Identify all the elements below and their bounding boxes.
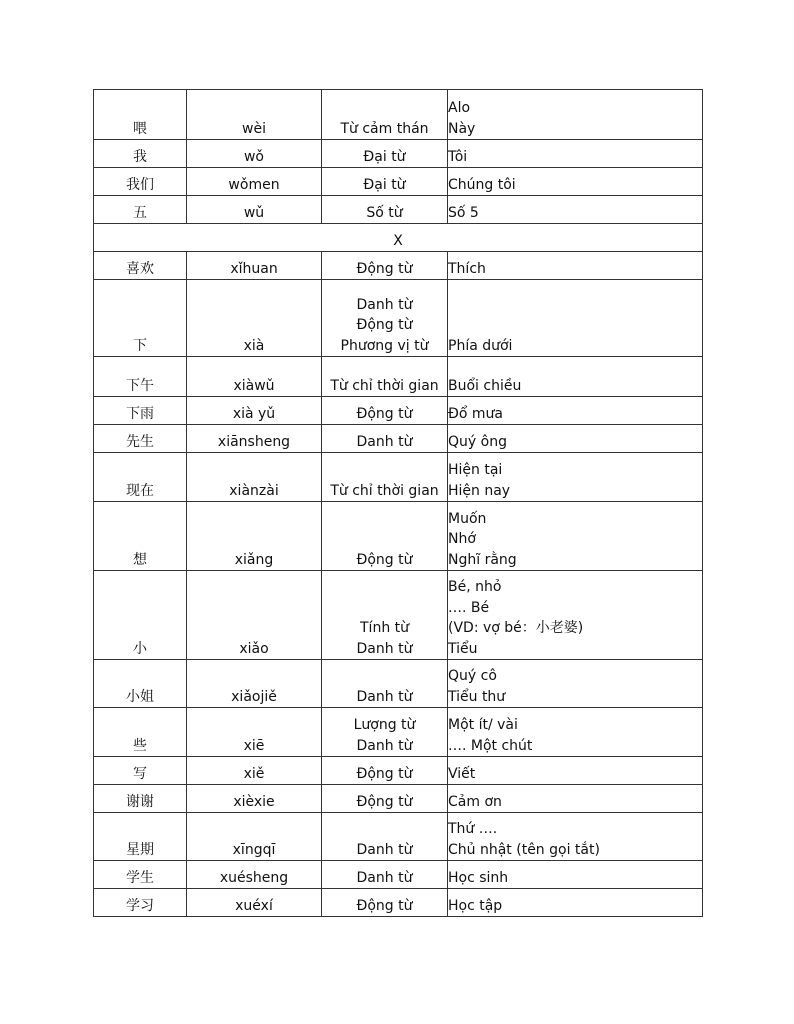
hanzi-cell-line: 下午 [126, 377, 154, 394]
part-of-speech-cell-line: Phương vị từ [340, 337, 429, 354]
pinyin-cell [187, 502, 322, 571]
hanzi-cell [94, 889, 187, 917]
table-row [94, 168, 703, 196]
part-of-speech-cell-line: Từ cảm thán [340, 120, 429, 137]
meaning-cell [448, 196, 703, 224]
hanzi-cell [94, 425, 187, 453]
pinyin-cell [187, 571, 322, 660]
part-of-speech-cell [322, 252, 448, 280]
meaning-cell [448, 757, 703, 785]
part-of-speech-cell-line: Danh từ [356, 841, 413, 858]
pinyin-cell [187, 425, 322, 453]
part-of-speech-cell-line: Đại từ [363, 148, 406, 165]
pinyin-cell-line: xiànzài [229, 482, 279, 499]
pinyin-cell-line: wǔ [243, 204, 265, 221]
table-row [94, 813, 703, 861]
hanzi-cell-line: 下 [133, 337, 147, 354]
pinyin-cell [187, 90, 322, 140]
hanzi-cell [94, 357, 187, 397]
pinyin-cell [187, 252, 322, 280]
part-of-speech-cell [322, 708, 448, 757]
meaning-cell-line: Này [448, 120, 476, 137]
pinyin-cell [187, 357, 322, 397]
pinyin-cell [187, 660, 322, 708]
hanzi-cell [94, 397, 187, 425]
hanzi-cell [94, 571, 187, 660]
pinyin-cell [187, 280, 322, 357]
table-row [94, 757, 703, 785]
meaning-cell-line: Thứ …. [448, 821, 498, 837]
pinyin-cell-line: wǒ [243, 148, 264, 165]
table-row [94, 889, 703, 917]
hanzi-cell-line: 下雨 [126, 405, 154, 422]
table-row [94, 785, 703, 813]
part-of-speech-cell-line: Danh từ [356, 737, 413, 754]
table-row [94, 196, 703, 224]
meaning-cell-line: Alo [448, 100, 471, 116]
part-of-speech-cell [322, 660, 448, 708]
table-row [94, 861, 703, 889]
table-row [94, 708, 703, 757]
part-of-speech-cell-line: Động từ [356, 260, 413, 277]
part-of-speech-cell [322, 453, 448, 502]
hanzi-cell-line: 学习 [126, 897, 154, 914]
hanzi-cell [94, 813, 187, 861]
hanzi-cell-line: 星期 [126, 841, 154, 858]
meaning-cell-line: Hiện nay [448, 482, 511, 499]
meaning-cell [448, 397, 703, 425]
meaning-cell [448, 453, 703, 502]
meaning-cell-line: Hiện tại [448, 462, 503, 478]
meaning-cell [448, 90, 703, 140]
pinyin-cell-line: xiàwǔ [233, 377, 275, 394]
pinyin-cell-line: xiānsheng [217, 433, 291, 450]
part-of-speech-cell [322, 785, 448, 813]
part-of-speech-cell [322, 397, 448, 425]
meaning-cell [448, 660, 703, 708]
hanzi-cell [94, 280, 187, 357]
meaning-cell [448, 502, 703, 571]
pinyin-cell-line: wèi [242, 120, 266, 137]
part-of-speech-cell-line: Danh từ [356, 688, 413, 705]
part-of-speech-cell-line: Động từ [356, 317, 413, 333]
part-of-speech-cell-line: Số từ [366, 204, 403, 221]
meaning-cell-line: Cảm ơn [448, 793, 502, 810]
part-of-speech-cell-line: Danh từ [356, 640, 413, 657]
part-of-speech-cell-line: Từ chỉ thời gian [330, 377, 439, 394]
part-of-speech-cell [322, 140, 448, 168]
pinyin-cell-line: xià [243, 337, 265, 354]
pinyin-cell [187, 397, 322, 425]
table-row [94, 502, 703, 571]
pinyin-cell-line: xiě [243, 765, 265, 782]
hanzi-cell [94, 785, 187, 813]
meaning-cell [448, 861, 703, 889]
hanzi-cell-line: 小姐 [126, 688, 154, 705]
table-row [94, 660, 703, 708]
hanzi-cell [94, 660, 187, 708]
hanzi-cell [94, 168, 187, 196]
hanzi-cell [94, 453, 187, 502]
pinyin-cell-line: wǒmen [228, 176, 280, 193]
pinyin-cell-line: xià yǔ [232, 405, 276, 422]
meaning-cell-line: Nhớ [448, 531, 476, 547]
hanzi-cell [94, 708, 187, 757]
pinyin-cell [187, 708, 322, 757]
pinyin-cell [187, 861, 322, 889]
hanzi-cell-line: 现在 [126, 482, 154, 499]
meaning-cell [448, 708, 703, 757]
part-of-speech-cell [322, 357, 448, 397]
hanzi-cell-line: 先生 [126, 433, 154, 450]
pinyin-cell [187, 813, 322, 861]
section-header-row [94, 224, 703, 252]
meaning-cell-line: Số 5 [448, 204, 479, 221]
part-of-speech-cell-line: Động từ [356, 405, 413, 422]
pinyin-cell-line: xiǎo [239, 640, 269, 657]
meaning-cell-line: Học sinh [448, 869, 509, 886]
meaning-cell-line: …. Bé [448, 599, 490, 616]
hanzi-cell-line: 些 [133, 737, 147, 754]
part-of-speech-cell [322, 90, 448, 140]
part-of-speech-cell [322, 757, 448, 785]
meaning-cell [448, 357, 703, 397]
pinyin-cell-line: xuésheng [219, 869, 289, 886]
vocabulary-table-body [94, 90, 703, 917]
pinyin-cell-line: xièxie [233, 793, 275, 810]
part-of-speech-cell-line: Danh từ [356, 433, 413, 450]
meaning-cell-line: (VD: vợ bé：小老婆) [448, 620, 584, 636]
table-row [94, 90, 703, 140]
vocabulary-table [93, 89, 703, 917]
meaning-cell-line: Quý cô [448, 668, 497, 684]
part-of-speech-cell-line: Đại từ [363, 176, 406, 193]
meaning-cell-line: Tiểu [448, 640, 478, 657]
part-of-speech-cell-line: Lượng từ [353, 717, 416, 733]
meaning-cell [448, 889, 703, 917]
meaning-cell [448, 785, 703, 813]
meaning-cell-line: Phía dưới [448, 337, 513, 354]
meaning-cell-line: Viết [448, 765, 476, 782]
hanzi-cell-line: 写 [133, 765, 147, 782]
meaning-cell-line: Buổi chiều [448, 377, 522, 394]
hanzi-cell [94, 196, 187, 224]
table-row [94, 357, 703, 397]
hanzi-cell-line: 学生 [126, 869, 154, 886]
part-of-speech-cell-line: Danh từ [356, 296, 413, 313]
meaning-cell [448, 252, 703, 280]
hanzi-cell-line: 小 [133, 640, 147, 657]
hanzi-cell-line: 喜欢 [126, 260, 154, 277]
table-row [94, 425, 703, 453]
pinyin-cell-line: xīngqī [232, 841, 276, 858]
pinyin-cell-line: xuéxí [235, 897, 273, 914]
hanzi-cell-line: 我 [133, 148, 147, 165]
meaning-cell-line: Chúng tôi [448, 176, 516, 193]
table-row [94, 453, 703, 502]
meaning-cell-line: Bé, nhỏ [448, 579, 502, 595]
meaning-cell [448, 140, 703, 168]
pinyin-cell [187, 196, 322, 224]
pinyin-cell-line: xǐhuan [230, 260, 278, 277]
hanzi-cell [94, 502, 187, 571]
hanzi-cell-line: 喂 [133, 120, 147, 137]
part-of-speech-cell [322, 196, 448, 224]
pinyin-cell [187, 140, 322, 168]
table-row [94, 571, 703, 660]
meaning-cell [448, 571, 703, 660]
pinyin-cell-line: xiǎojiě [231, 688, 277, 705]
pinyin-cell-line: xiē [243, 737, 265, 754]
table-row [94, 397, 703, 425]
part-of-speech-cell [322, 861, 448, 889]
meaning-cell-line: …. Một chút [448, 737, 533, 754]
meaning-cell-line: Tiểu thư [448, 688, 506, 705]
meaning-cell-line: Chủ nhật (tên gọi tắt) [448, 841, 600, 858]
part-of-speech-cell [322, 502, 448, 571]
meaning-cell-line: Thích [448, 260, 486, 277]
part-of-speech-cell-line: Từ chỉ thời gian [330, 482, 439, 499]
hanzi-cell-line: 我们 [126, 176, 154, 193]
part-of-speech-cell [322, 425, 448, 453]
hanzi-cell-line: 五 [133, 204, 147, 221]
meaning-cell [448, 813, 703, 861]
table-row [94, 140, 703, 168]
part-of-speech-cell [322, 889, 448, 917]
part-of-speech-cell-line: Động từ [356, 793, 413, 810]
hanzi-cell-line: 谢谢 [126, 793, 154, 810]
meaning-cell-line: Muốn [448, 510, 487, 527]
part-of-speech-cell [322, 813, 448, 861]
meaning-cell-line: Quý ông [448, 433, 507, 450]
part-of-speech-cell [322, 571, 448, 660]
meaning-cell-line: Học tập [448, 897, 503, 914]
meaning-cell-line: Đổ mưa [448, 405, 503, 422]
meaning-cell [448, 280, 703, 357]
hanzi-cell-line: 想 [133, 551, 147, 568]
pinyin-cell [187, 453, 322, 502]
pinyin-cell [187, 785, 322, 813]
section-letter: X [94, 224, 703, 252]
hanzi-cell [94, 757, 187, 785]
meaning-cell-line: Tôi [448, 148, 468, 165]
pinyin-cell [187, 889, 322, 917]
part-of-speech-cell-line: Động từ [356, 765, 413, 782]
hanzi-cell [94, 140, 187, 168]
meaning-cell-line: Nghĩ rằng [448, 551, 517, 568]
pinyin-cell [187, 168, 322, 196]
part-of-speech-cell-line: Tính từ [360, 620, 409, 636]
hanzi-cell [94, 90, 187, 140]
pinyin-cell [187, 757, 322, 785]
part-of-speech-cell-line: Động từ [356, 897, 413, 914]
pinyin-cell-line: xiǎng [234, 551, 274, 568]
hanzi-cell [94, 252, 187, 280]
hanzi-cell [94, 861, 187, 889]
part-of-speech-cell-line: Động từ [356, 551, 413, 568]
table-row [94, 280, 703, 357]
part-of-speech-cell [322, 168, 448, 196]
meaning-cell-line: Một ít/ vài [448, 717, 518, 733]
part-of-speech-cell-line: Danh từ [356, 869, 413, 886]
meaning-cell [448, 168, 703, 196]
table-row [94, 252, 703, 280]
meaning-cell [448, 425, 703, 453]
part-of-speech-cell [322, 280, 448, 357]
